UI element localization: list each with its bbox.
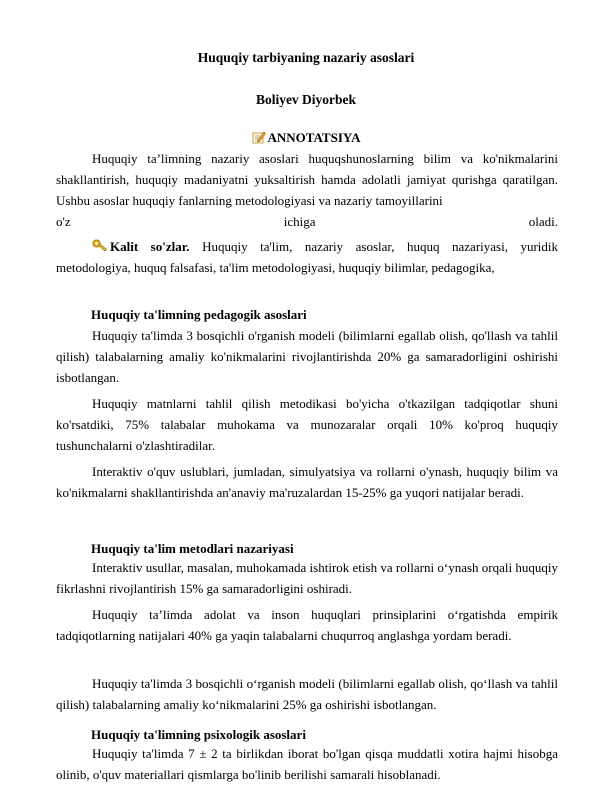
section1-paragraph-3: Interaktiv o'quv uslublari, jumladan, simulyatsiya va rollarni o'ynash, huquqiy bilim va ko'nikmalarni shakllantirishda an'anaviy ma'ruzalardan 15-25% ga yuqori natijalar beradi. (56, 464, 558, 500)
annotation-paragraph (56, 148, 558, 211)
section2-paragraph-1: Interaktiv usullar, masalan, muhokamada ishtirok etish va rollarni o‘ynash orqali huquqiy fikrlashni rivojlantirish 15% ga samaradorligini oshiradi. (56, 560, 558, 596)
section-heading-metodlari: Huquqiy ta'lim metodlari nazariyasi (91, 541, 294, 556)
keywords-paragraph (56, 236, 558, 278)
section2-paragraph-2: Huquqiy ta’limda adolat va inson huquqlari prinsiplarini o‘rgatishda empirik tadqiqotlarning natijalari 40% ga yaqin talabalarni chuqurroq anglashga yordam beradi. (56, 607, 558, 643)
annotation-heading-text: ANNOTATSIYA (267, 130, 361, 145)
annotation-last-line (56, 211, 558, 232)
annotation-text-last: o'z ichiga oladi. (56, 214, 558, 229)
keywords-label: Kalit so'zlar. (110, 239, 190, 254)
document-title: Huquqiy tarbiyaning nazariy asoslari (197, 50, 415, 65)
annotation-heading (0, 130, 612, 146)
key-icon (92, 239, 107, 252)
section1-paragraph-2: Huquqiy matnlarni tahlil qilish metodikasi bo'yicha o'tkazilgan tadqiqotlar shuni ko'rsatdiki, 75% talabalar muhokama va munozaralar orqali 10% ko'proq huquqiy tushunchalarni o'zlashtiradilar. (56, 396, 558, 453)
annotation-text: Huquqiy ta’limning nazariy asoslari huquqshunoslarning bilim va ko'nikmalarini shakllantirish, huquqiy madaniyatni yuksaltirish hamda adolatli jamiyat qurishga qaratilgan. Ushbu asoslar huquqiy fanlarning metodologiyasi va nazariy tamoyillarini (56, 151, 558, 208)
section3-paragraph-1: Huquqiy ta'limda 7 ± 2 ta birlikdan iborat bo'lgan qisqa muddatli xotira hajmi hisobga olinib, o'quv materiallari qismlarga bo'linib berilishi samarali hisoblanadi. (56, 746, 558, 782)
keywords-text: Huquqiy ta'lim, nazariy asoslar, huquq nazariyasi, yuridik metodologiya, huquq falsafasi, ta'lim metodologiyasi, huquqiy bilimlar, pedagogika, (56, 239, 559, 275)
section-heading-pedagogik: Huquqiy ta'limning pedagogik asoslari (91, 307, 307, 322)
author-name: Boliyev Diyorbek (255, 92, 357, 107)
pencil-memo-icon (252, 130, 266, 144)
section1-paragraph-1: Huquqiy ta'limda 3 bosqichli o'rganish modeli (bilimlarni egallab olish, qo'llash va tahlil qilish) talabalarning amaliy ko'nikmalarini rivojlantirishda 20% ga samaradorligini oshirishi isbotlangan. (56, 328, 558, 385)
section-heading-psixologik: Huquqiy ta'limning psixologik asoslari (91, 727, 306, 742)
section2-paragraph-3: Huquqiy ta'limda 3 bosqichli o‘rganish modeli (bilimlarni egallab olish, qo‘llash va tahlil qilish) talabalarning amaliy ko‘nikmalarini 25% ga oshirishi isbotlangan. (56, 676, 558, 712)
